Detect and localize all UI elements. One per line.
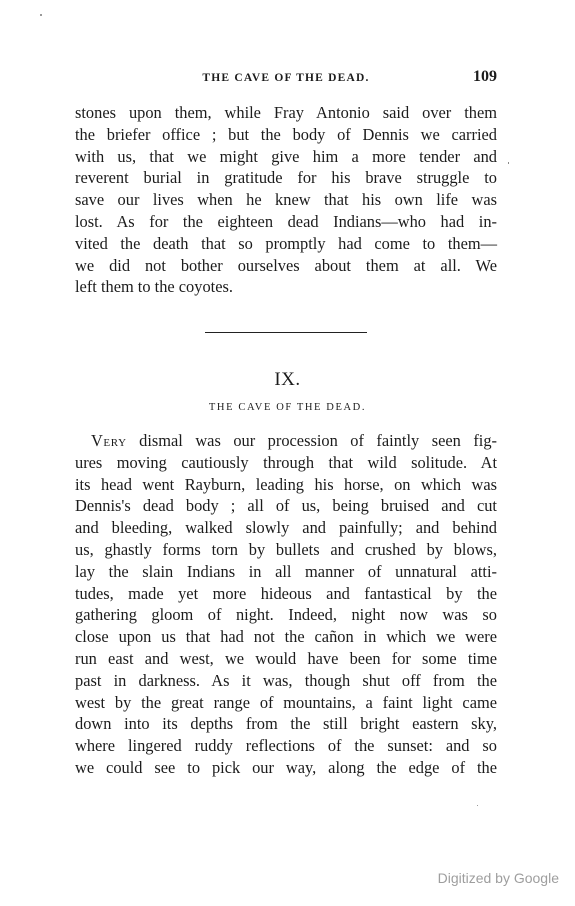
text-line: and bleeding, walked slowly and painfully; and behind bbox=[75, 518, 497, 538]
text-line: stones upon them, while Fray Antonio said over them bbox=[75, 103, 497, 122]
text-line: west by the great range of mountains, a faint light came bbox=[75, 692, 497, 712]
text-line: gathering gloom of night. Indeed, night now was so bbox=[75, 605, 497, 625]
first-line-rest: dismal was our procession of faintly seen fig- bbox=[126, 431, 497, 450]
lead-word: Very bbox=[91, 431, 127, 450]
text-line: lay the slain Indians in all manner of unnatural atti- bbox=[75, 561, 497, 581]
text-line: past in darkness. As it was, though shut off from the bbox=[75, 670, 497, 690]
text-line: we did not bother ourselves about them at all. We bbox=[75, 255, 497, 275]
chapter-paragraph bbox=[75, 430, 497, 779]
paragraph-continuation bbox=[75, 102, 497, 298]
text-line: vited the death that so promptly had come to them— bbox=[75, 233, 497, 253]
text-line: the briefer office ; but the body of Dennis we carried bbox=[75, 124, 497, 144]
text-line: ures moving cautiously through that wild solitude. At bbox=[75, 452, 497, 472]
text-line: we could see to pick our way, along the edge of the bbox=[75, 757, 497, 777]
text-line: Dennis's dead body ; all of us, being bruised and cut bbox=[75, 496, 497, 516]
page-number: 109 bbox=[473, 68, 497, 85]
chapter-title: THE CAVE OF THE DEAD. bbox=[208, 402, 367, 413]
text-line: left them to the coyotes. bbox=[75, 277, 233, 297]
text-line: with us, that we might give him a more tender and bbox=[75, 146, 497, 166]
text-line: where lingered ruddy reflections of the sunset: and so bbox=[75, 736, 497, 756]
scan-speck bbox=[477, 805, 478, 806]
text-line: lost. As for the eighteen dead Indians—who had in- bbox=[75, 211, 497, 231]
section-divider bbox=[205, 332, 367, 333]
chapter-number: IX. bbox=[274, 369, 301, 390]
text-line: tudes, made yet more hideous and fantastical by the bbox=[75, 583, 497, 603]
running-head bbox=[75, 68, 497, 88]
text-line: run east and west, we would have been for some time bbox=[75, 648, 497, 668]
digitized-watermark: Digitized by Google bbox=[437, 870, 559, 886]
scan-speck bbox=[40, 14, 42, 16]
text-line: close upon us that had not the cañon in which we were bbox=[75, 627, 497, 647]
text-line: reverent burial in gratitude for his brave struggle to bbox=[75, 168, 497, 188]
text-line: down into its depths from the still bright eastern sky, bbox=[75, 714, 497, 734]
text-line: its head went Rayburn, leading his horse, on which was bbox=[75, 474, 497, 494]
running-title: THE CAVE OF THE DEAD. bbox=[202, 72, 370, 84]
text-line: save our lives when he knew that his own life was bbox=[75, 190, 497, 210]
text-line-first bbox=[75, 430, 497, 452]
text-line: us, ghastly forms torn by bullets and crushed by blows, bbox=[75, 539, 497, 559]
scan-speck bbox=[508, 162, 509, 164]
